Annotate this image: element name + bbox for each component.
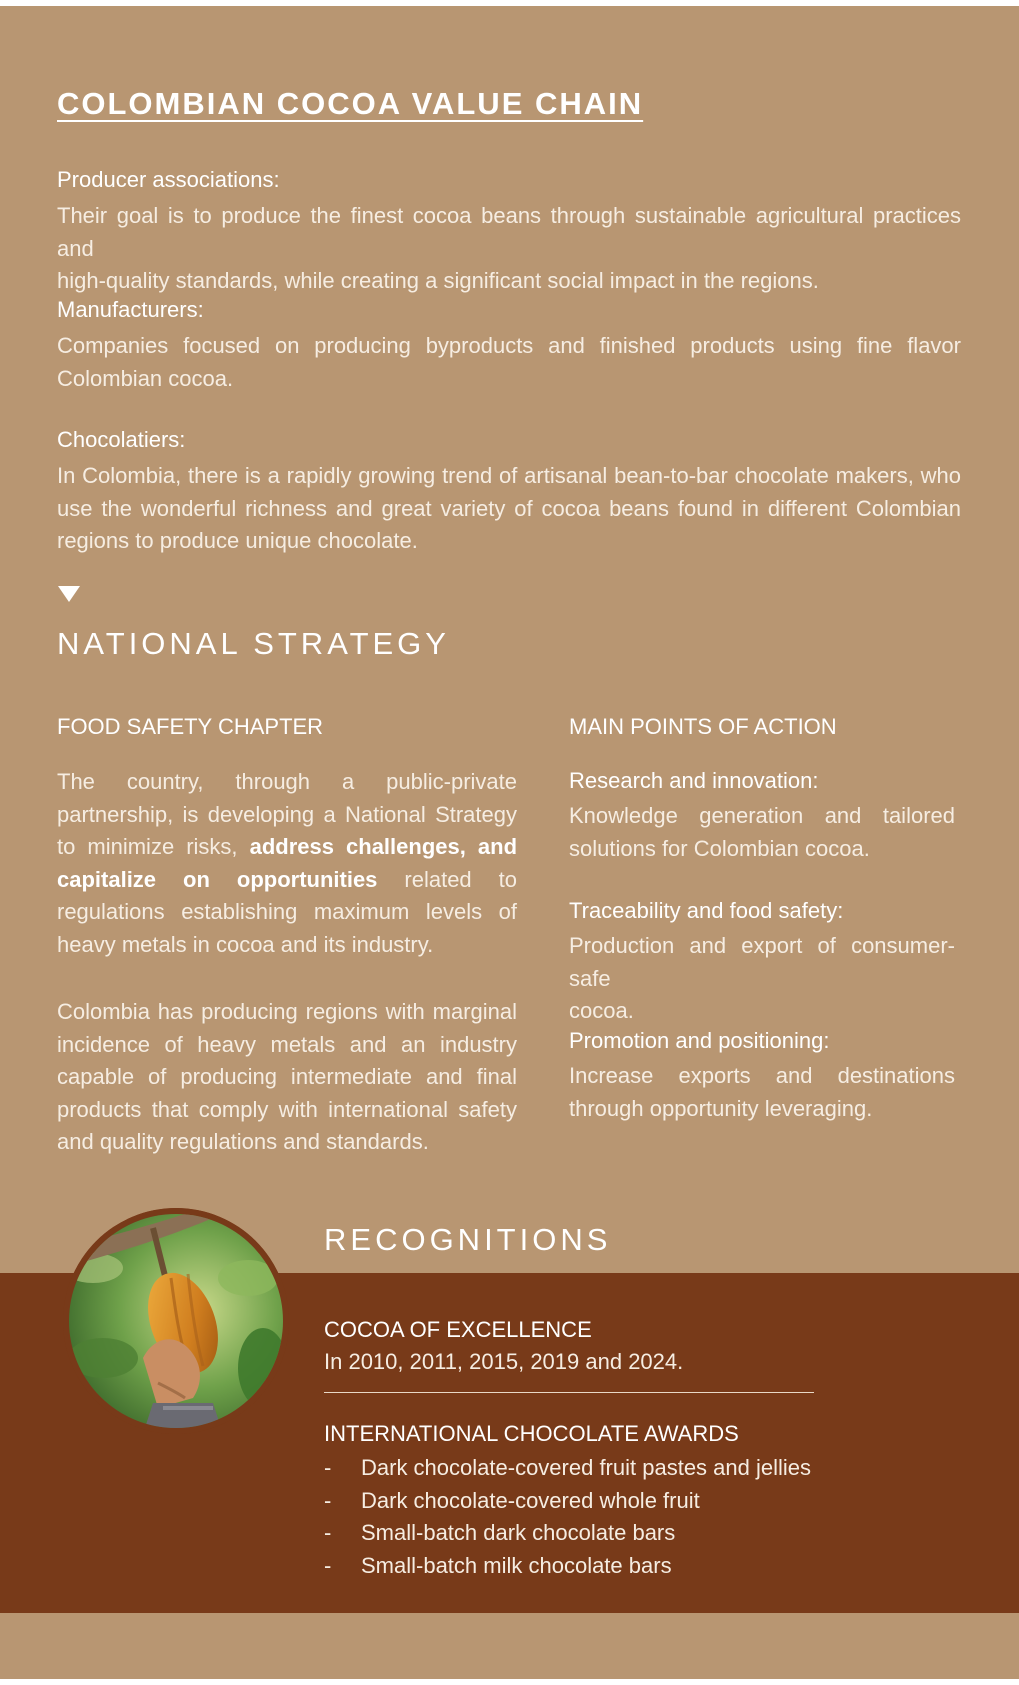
- food-safety-p2-line-4: products that comply with international safety: [57, 1096, 517, 1122]
- list-item: [324, 1517, 811, 1550]
- food-safety-p1-line-4: [57, 864, 517, 897]
- chocolate-awards-list: [324, 1452, 811, 1582]
- food-safety-p1-line-3: [57, 831, 517, 864]
- research-line-2: solutions for Colombian cocoa.: [569, 835, 870, 861]
- food-safety-p2-line-3: capable of producing intermediate and final: [57, 1064, 517, 1089]
- manufacturers-text: [57, 330, 961, 395]
- cocoa-pod-photo: [63, 1208, 289, 1434]
- list-dash: -: [324, 1487, 332, 1513]
- chocolatiers-label: Chocolatiers:: [57, 427, 186, 452]
- food-safety-p1-line-1: The country, through a public-private: [57, 769, 517, 794]
- promotion-text: [569, 1060, 955, 1125]
- research-text: [569, 800, 955, 865]
- award-item-4: Small-batch milk chocolate bars: [361, 1552, 672, 1578]
- promotion-line-2: through opportunity leveraging.: [569, 1095, 873, 1121]
- cocoa-excellence-heading: COCOA OF EXCELLENCE: [324, 1317, 592, 1342]
- food-safety-paragraph-2: [57, 996, 517, 1159]
- food-safety-p2-line-5: and quality regulations and standards.: [57, 1129, 429, 1154]
- promotion-label: Promotion and positioning:: [569, 1028, 830, 1053]
- list-dash: -: [324, 1520, 332, 1545]
- promotion-line-1: Increase exports and destinations: [569, 1063, 955, 1088]
- list-item: [324, 1550, 811, 1583]
- food-safety-p2-line-2: incidence of heavy metals and an industry: [57, 1031, 517, 1057]
- traceability-line-1: Production and export of consumer-safe: [569, 933, 955, 991]
- chocolate-awards-heading: INTERNATIONAL CHOCOLATE AWARDS: [324, 1421, 739, 1446]
- food-safety-p1-line-4-bold: capitalize on opportunities: [57, 866, 378, 892]
- national-strategy-title: NATIONAL STRATEGY: [57, 626, 450, 661]
- producers-line-1: Their goal is to produce the finest cocoa beans through sustainable agricultural practices and: [57, 203, 961, 261]
- cocoa-pod-illustration: [63, 1208, 289, 1434]
- food-safety-p1-line-6: heavy metals in cocoa and its industry.: [57, 931, 434, 957]
- recognitions-title: RECOGNITIONS: [324, 1222, 612, 1257]
- research-line-1: Knowledge generation and tailored: [569, 803, 955, 828]
- page: [0, 6, 1019, 1679]
- food-safety-p1-line-2: partnership, is developing a National Strategy: [57, 801, 517, 827]
- food-safety-p1-line-4-text: related to: [377, 866, 517, 892]
- traceability-text: [569, 930, 955, 1028]
- manufacturers-line-1: Companies focused on producing byproducts and finished products using fine flavor: [57, 333, 961, 358]
- manufacturers-label: Manufacturers:: [57, 297, 204, 322]
- award-item-1: Dark chocolate-covered fruit pastes and jellies: [361, 1455, 812, 1480]
- list-dash: -: [324, 1455, 332, 1480]
- list-dash: -: [324, 1552, 332, 1578]
- list-item: [324, 1452, 811, 1485]
- down-triangle-icon: [58, 586, 80, 602]
- food-safety-heading: FOOD SAFETY CHAPTER: [57, 714, 324, 739]
- cocoa-excellence-years: In 2010, 2011, 2015, 2019 and 2024.: [324, 1349, 684, 1374]
- chocolatiers-text: [57, 460, 961, 558]
- value-chain-title: COLOMBIAN COCOA VALUE CHAIN: [57, 86, 644, 121]
- award-item-3: Small-batch dark chocolate bars: [361, 1520, 676, 1545]
- food-safety-p2-line-1: Colombia has producing regions with marginal: [57, 999, 517, 1024]
- chocolatiers-line-3: regions to produce unique chocolate.: [57, 528, 418, 553]
- award-item-2: Dark chocolate-covered whole fruit: [361, 1487, 700, 1513]
- traceability-line-2: cocoa.: [569, 998, 634, 1023]
- food-safety-p1-line-5: regulations establishing maximum levels of: [57, 899, 517, 924]
- producers-label: Producer associations:: [57, 167, 280, 192]
- research-label: Research and innovation:: [569, 768, 819, 793]
- recognitions-divider: [324, 1392, 814, 1393]
- producers-text: [57, 200, 961, 298]
- chocolatiers-line-1: In Colombia, there is a rapidly growing trend of artisanal bean-to-bar chocolate makers, who: [57, 463, 961, 488]
- list-item: [324, 1485, 811, 1518]
- chocolatiers-line-2: use the wonderful richness and great variety of cocoa beans found in different Colombian: [57, 495, 961, 521]
- food-safety-p1-line-3-bold: address challenges, and: [249, 834, 518, 859]
- main-points-heading: MAIN POINTS OF ACTION: [569, 714, 837, 739]
- producers-line-2: high-quality standards, while creating a significant social impact in the regions.: [57, 268, 819, 293]
- manufacturers-line-2: Colombian cocoa.: [57, 365, 234, 391]
- traceability-label: Traceability and food safety:: [569, 898, 844, 923]
- food-safety-paragraph-1: [57, 766, 517, 961]
- food-safety-p1-line-3-text: to minimize risks,: [57, 834, 250, 859]
